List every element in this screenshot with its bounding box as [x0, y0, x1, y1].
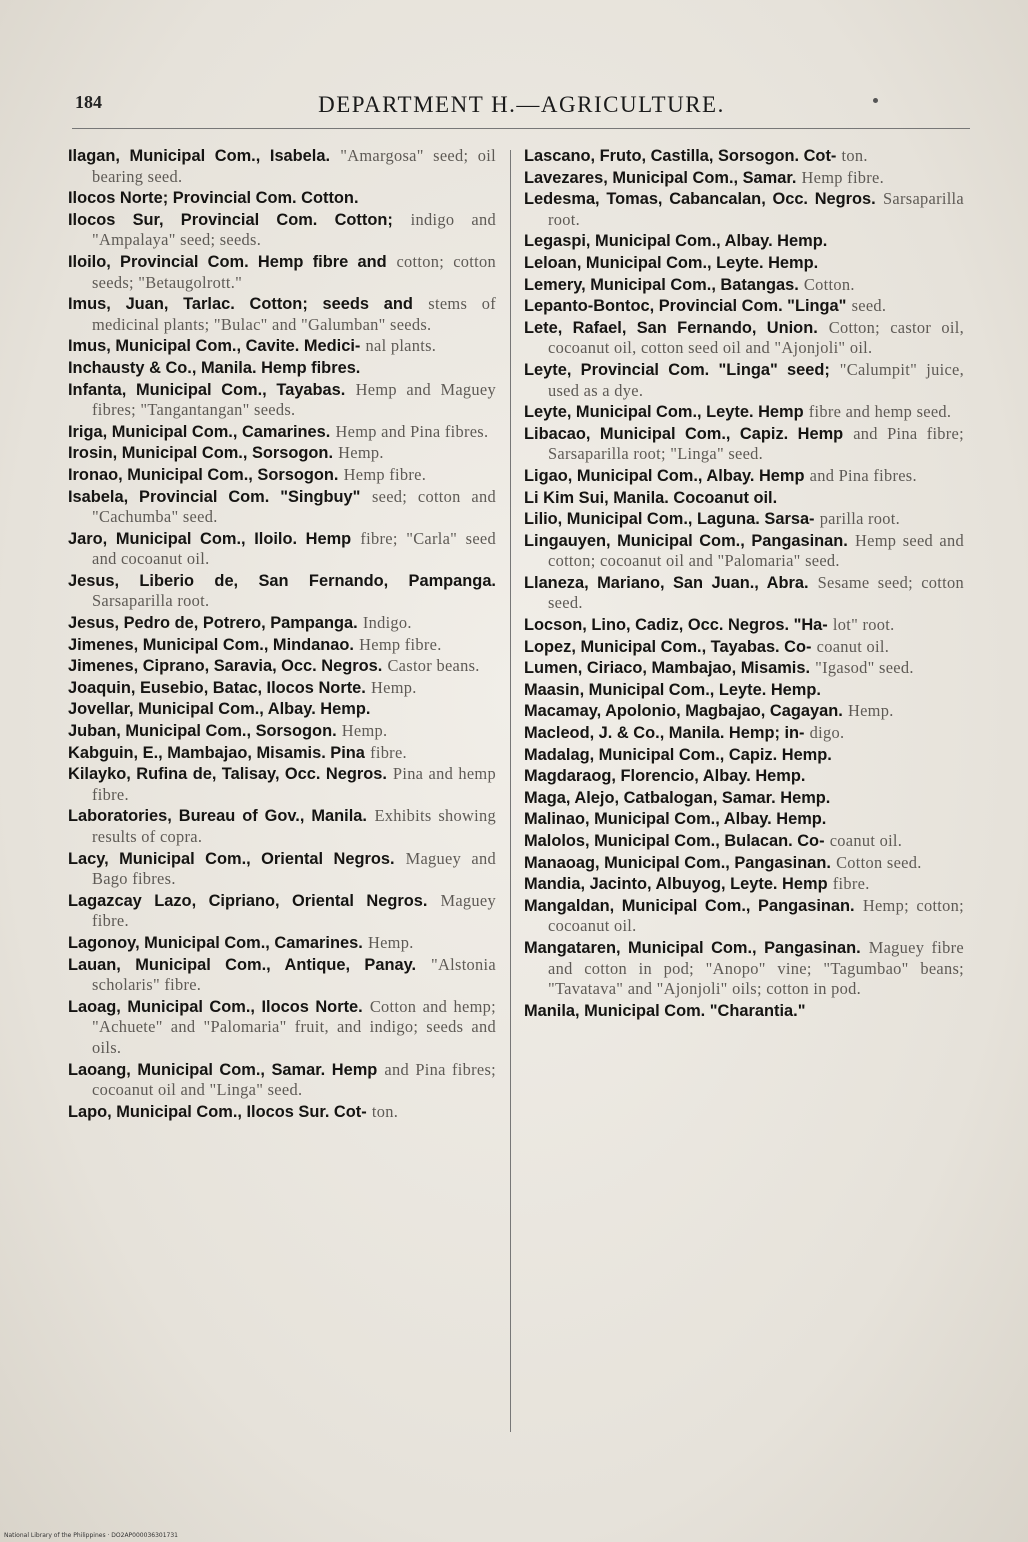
entry-description: Hemp.: [367, 932, 414, 952]
entry-description: and Pina fibre; Sarsaparilla root; "Linga" seed.: [548, 423, 964, 464]
entry-description: Hemp and Pina fibres.: [335, 421, 489, 441]
entry-name: Madalag, Municipal Com., Capiz. Hemp.: [524, 745, 832, 764]
index-entry: [68, 721, 496, 742]
index-entry: [524, 745, 964, 766]
entry-name: Locson, Lino, Cadiz, Occ. Negros. "Ha-: [524, 616, 828, 635]
index-entry: [68, 1060, 496, 1101]
entry-name: Ilocos Sur, Provincial Com. Cotton;: [68, 210, 393, 229]
index-entry: [524, 615, 964, 636]
entry-description: fibre.: [370, 742, 407, 762]
entry-name: Lagonoy, Municipal Com., Camarines.: [68, 933, 363, 952]
entry-description: digo.: [809, 723, 845, 743]
entry-name: Lauan, Municipal Com., Antique, Panay.: [68, 955, 417, 974]
index-entry: [524, 275, 964, 296]
index-entry: [68, 336, 496, 357]
index-entry: [524, 531, 964, 572]
entry-description: Cotton.: [803, 274, 855, 294]
entry-name: Lascano, Fruto, Castilla, Sorsogon. Cot-: [524, 147, 837, 165]
index-entry: [524, 189, 964, 230]
entry-name: Infanta, Municipal Com., Tayabas.: [68, 380, 346, 399]
index-entry: [524, 766, 964, 787]
index-entry: [524, 146, 964, 167]
index-entry: [524, 723, 964, 744]
index-entry: [68, 465, 496, 486]
entry-name: Ironao, Municipal Com., Sorsogon.: [68, 465, 339, 484]
entry-name: Jimenes, Municipal Com., Mindanao.: [68, 635, 354, 654]
index-entry: [524, 853, 964, 874]
entry-name: Kilayko, Rufina de, Talisay, Occ. Negros.: [68, 765, 387, 784]
entry-name: Iloilo, Provincial Com. Hemp fibre and: [68, 252, 387, 271]
page-number: 184: [75, 92, 102, 112]
index-entry: [68, 358, 496, 379]
entry-name: Libacao, Municipal Com., Capiz. Hemp: [524, 424, 844, 443]
entry-name: Joaquin, Eusebio, Batac, Ilocos Norte.: [68, 678, 366, 697]
entry-description: Hemp seed and cotton; cocoanut oil and "Palomaria" seed.: [548, 530, 964, 571]
index-entry: [68, 1102, 496, 1123]
index-entry: [68, 613, 496, 634]
entry-description: coanut oil.: [816, 636, 890, 656]
index-entry: [68, 743, 496, 764]
index-entry: [524, 874, 964, 895]
entry-description: Indigo.: [362, 613, 412, 633]
entry-description: Cotton and hemp; "Achuete" and "Palomaria" fruit, and indigo; seeds and oils.: [92, 996, 496, 1057]
entry-description: fibre and hemp seed.: [808, 402, 952, 422]
entry-name: Li Kim Sui, Manila. Cocoanut oil.: [524, 488, 778, 507]
entry-name: Lilio, Municipal Com., Laguna. Sarsa-: [524, 510, 815, 529]
entry-name: Kabguin, E., Mambajao, Misamis. Pina: [68, 743, 365, 762]
index-entry: [524, 637, 964, 658]
entry-description: Hemp fibre.: [359, 634, 442, 654]
entry-description: Hemp fibre.: [343, 464, 427, 484]
index-entry: [524, 938, 964, 1000]
entry-name: Jimenes, Ciprano, Saravia, Occ. Negros.: [68, 657, 383, 676]
entry-description: nal plants.: [365, 336, 437, 356]
entry-name: Laoag, Municipal Com., Ilocos Norte.: [68, 997, 363, 1016]
entry-name: Malolos, Municipal Com., Bulacan. Co-: [524, 832, 825, 850]
entry-description: Castor beans.: [387, 656, 480, 676]
entry-description: Hemp and Maguey fibres; "Tangantangan" seeds.: [92, 379, 496, 420]
entry-description: parilla root.: [819, 509, 901, 529]
entry-name: Leyte, Provincial Com. "Linga" seed;: [524, 360, 830, 379]
entry-description: Sesame seed; cotton seed.: [548, 572, 964, 613]
entry-name: Irosin, Municipal Com., Sorsogon.: [68, 444, 333, 463]
column-divider: [510, 150, 511, 1432]
entry-description: and Pina fibres; cocoanut oil and "Linga" seed.: [92, 1059, 496, 1100]
entry-description: Maguey fibre and cotton in pod; "Anopo" vine; "Tagumbao" beans; "Tavatava" and "Ajonjoli" oils; cotton in pod.: [548, 937, 964, 999]
index-entry: [524, 168, 964, 189]
left-column: [68, 146, 496, 1442]
entry-description: Sarsaparilla root.: [92, 591, 210, 611]
entry-name: Lacy, Municipal Com., Oriental Negros.: [68, 849, 395, 868]
entry-description: "Calumpit" juice, used as a dye.: [548, 359, 964, 400]
entry-description: Cotton; castor oil, cocoanut oil, cotton seed oil and "Ajonjoli" oil.: [548, 317, 964, 358]
index-entry: [524, 658, 964, 679]
entry-name: Ilocos Norte; Provincial Com. Cotton.: [68, 189, 359, 208]
index-entry: [68, 806, 496, 847]
entry-name: Jesus, Pedro de, Potrero, Pampanga.: [68, 614, 358, 633]
entry-description: cotton; cotton seeds; "Betaugolrott.": [92, 251, 496, 292]
entry-name: Macleod, J. & Co., Manila. Hemp; in-: [524, 724, 805, 743]
entry-name: Llaneza, Mariano, San Juan., Abra.: [524, 573, 809, 592]
index-entry: [68, 529, 496, 570]
entry-description: "Amargosa" seed; oil bearing seed.: [92, 146, 496, 186]
entry-name: Lete, Rafael, San Fernando, Union.: [524, 318, 818, 337]
entry-name: Imus, Municipal Com., Cavite. Medici-: [68, 337, 361, 356]
index-entry: [524, 831, 964, 852]
entry-description: ton.: [371, 1101, 399, 1121]
entry-description: fibre; "Carla" seed and cocoanut oil.: [92, 528, 496, 569]
entry-name: Iriga, Municipal Com., Camarines.: [68, 422, 331, 441]
index-entry: [524, 896, 964, 937]
index-entry: [524, 318, 964, 359]
index-entry: [68, 146, 496, 187]
entry-description: stems of medicinal plants; "Bulac" and "Galumban" seeds.: [92, 294, 496, 334]
entry-description: Exhibits showing results of copra.: [92, 806, 496, 846]
index-entry: [524, 488, 964, 509]
entry-name: Macamay, Apolonio, Magbajao, Cagayan.: [524, 702, 843, 721]
index-entry: [68, 188, 496, 209]
entry-description: Hemp fibre.: [801, 167, 885, 187]
entry-name: Mandia, Jacinto, Albuyog, Leyte. Hemp: [524, 875, 828, 894]
entry-name: Imus, Juan, Tarlac. Cotton; seeds and: [68, 295, 413, 314]
index-entry: [68, 678, 496, 699]
entry-description: Maguey fibre.: [92, 890, 496, 931]
entry-name: Lopez, Municipal Com., Tayabas. Co-: [524, 637, 812, 656]
entry-name: Lumen, Ciriaco, Mambajao, Misamis.: [524, 659, 811, 678]
entry-description: Sarsaparilla root.: [548, 189, 964, 229]
entry-name: Jovellar, Municipal Com., Albay. Hemp.: [68, 700, 371, 719]
index-entry: [524, 509, 964, 530]
entry-name: Lagazcay Lazo, Cipriano, Oriental Negros.: [68, 891, 428, 910]
entry-name: Leyte, Municipal Com., Leyte. Hemp: [524, 403, 804, 422]
index-entry: [68, 699, 496, 720]
index-entry: [68, 487, 496, 528]
index-entry: [524, 573, 964, 614]
index-entry: [68, 933, 496, 954]
entry-description: "Igasod" seed.: [815, 658, 914, 678]
right-column: [524, 146, 964, 1442]
index-entry: [524, 253, 964, 274]
entry-description: seed; cotton and "Cachumba" seed.: [92, 486, 496, 527]
index-entry: [524, 424, 964, 465]
index-entry: [68, 891, 496, 932]
index-entry: [524, 360, 964, 401]
entry-name: Manaoag, Municipal Com., Pangasinan.: [524, 853, 831, 872]
entry-name: Lapo, Municipal Com., Ilocos Sur. Cot-: [68, 1102, 367, 1121]
entry-description: Hemp.: [341, 721, 388, 741]
entry-name: Lepanto-Bontoc, Provincial Com. "Linga": [524, 297, 847, 316]
index-entry: [524, 809, 964, 830]
index-entry: [524, 466, 964, 487]
entry-description: Hemp.: [370, 677, 417, 697]
entry-name: Laboratories, Bureau of Gov., Manila.: [68, 807, 367, 826]
index-entry: [524, 296, 964, 317]
index-entry: [524, 1001, 964, 1022]
index-entry: [68, 764, 496, 805]
entry-name: Mangataren, Municipal Com., Pangasinan.: [524, 938, 861, 957]
index-entry: [68, 635, 496, 656]
page-header: [75, 92, 968, 124]
entry-name: Ligao, Municipal Com., Albay. Hemp: [524, 466, 805, 485]
entry-description: Hemp; cotton; cocoanut oil.: [548, 895, 964, 936]
entry-name: Lingauyen, Municipal Com., Pangasinan.: [524, 531, 848, 550]
index-entry: [68, 443, 496, 464]
index-entry: [524, 402, 964, 423]
entry-description: seed.: [851, 296, 887, 316]
entry-description: Pina and hemp fibre.: [92, 764, 496, 804]
entry-name: Manila, Municipal Com. "Charantia.": [524, 1001, 806, 1020]
index-entry: [68, 955, 496, 996]
entry-name: Jaro, Municipal Com., Iloilo. Hemp: [68, 529, 352, 548]
index-entry: [68, 294, 496, 335]
index-entry: [68, 849, 496, 890]
entry-description: Cotton seed.: [836, 852, 922, 872]
running-head: DEPARTMENT H.—AGRICULTURE.: [318, 92, 725, 117]
index-entry: [68, 252, 496, 293]
entry-description: "Alstonia scholaris" fibre.: [92, 954, 496, 995]
scan-credit: National Library of the Philippines · DO2AP000036301731: [4, 1532, 178, 1539]
entry-description: ton.: [841, 146, 868, 165]
entry-name: Mangaldan, Municipal Com., Pangasinan.: [524, 896, 855, 915]
entry-name: Lavezares, Municipal Com., Samar.: [524, 168, 797, 187]
entry-name: Juban, Municipal Com., Sorsogon.: [68, 722, 337, 741]
index-entry: [524, 231, 964, 252]
index-entry: [68, 210, 496, 251]
index-entry: [68, 380, 496, 421]
entry-description: and Pina fibres.: [809, 465, 917, 485]
entry-description: fibre.: [832, 874, 870, 894]
header-rule: [72, 128, 970, 129]
entry-description: indigo and "Ampalaya" seed; seeds.: [92, 209, 496, 250]
entry-description: lot" root.: [832, 615, 895, 635]
entry-name: Laoang, Municipal Com., Samar. Hemp: [68, 1060, 378, 1079]
entry-name: Ilagan, Municipal Com., Isabela.: [68, 147, 331, 165]
entry-name: Maasin, Municipal Com., Leyte. Hemp.: [524, 680, 821, 699]
index-entry: [68, 571, 496, 612]
entry-name: Legaspi, Municipal Com., Albay. Hemp.: [524, 232, 828, 251]
index-entry: [68, 422, 496, 443]
index-entry: [524, 680, 964, 701]
entry-name: Lemery, Municipal Com., Batangas.: [524, 275, 799, 294]
entry-name: Magdaraog, Florencio, Albay. Hemp.: [524, 767, 806, 786]
entry-description: coanut oil.: [829, 831, 903, 850]
entry-description: Maguey and Bago fibres.: [92, 848, 496, 889]
entry-name: Leloan, Municipal Com., Leyte. Hemp.: [524, 253, 819, 272]
entry-description: Hemp.: [847, 701, 894, 721]
entry-name: Ledesma, Tomas, Cabancalan, Occ. Negros.: [524, 190, 876, 209]
index-entry: [524, 788, 964, 809]
entry-name: Maga, Alejo, Catbalogan, Samar. Hemp.: [524, 788, 831, 807]
ink-spot: [873, 98, 878, 103]
entry-name: Inchausty & Co., Manila. Hemp fibres.: [68, 358, 361, 377]
entry-description: Hemp.: [338, 443, 384, 463]
entry-name: Isabela, Provincial Com. "Singbuy": [68, 487, 361, 506]
index-entry: [68, 656, 496, 677]
entry-name: Malinao, Municipal Com., Albay. Hemp.: [524, 810, 827, 829]
index-entry: [68, 997, 496, 1059]
entry-name: Jesus, Liberio de, San Fernando, Pampanga.: [68, 571, 496, 590]
index-entry: [524, 701, 964, 722]
